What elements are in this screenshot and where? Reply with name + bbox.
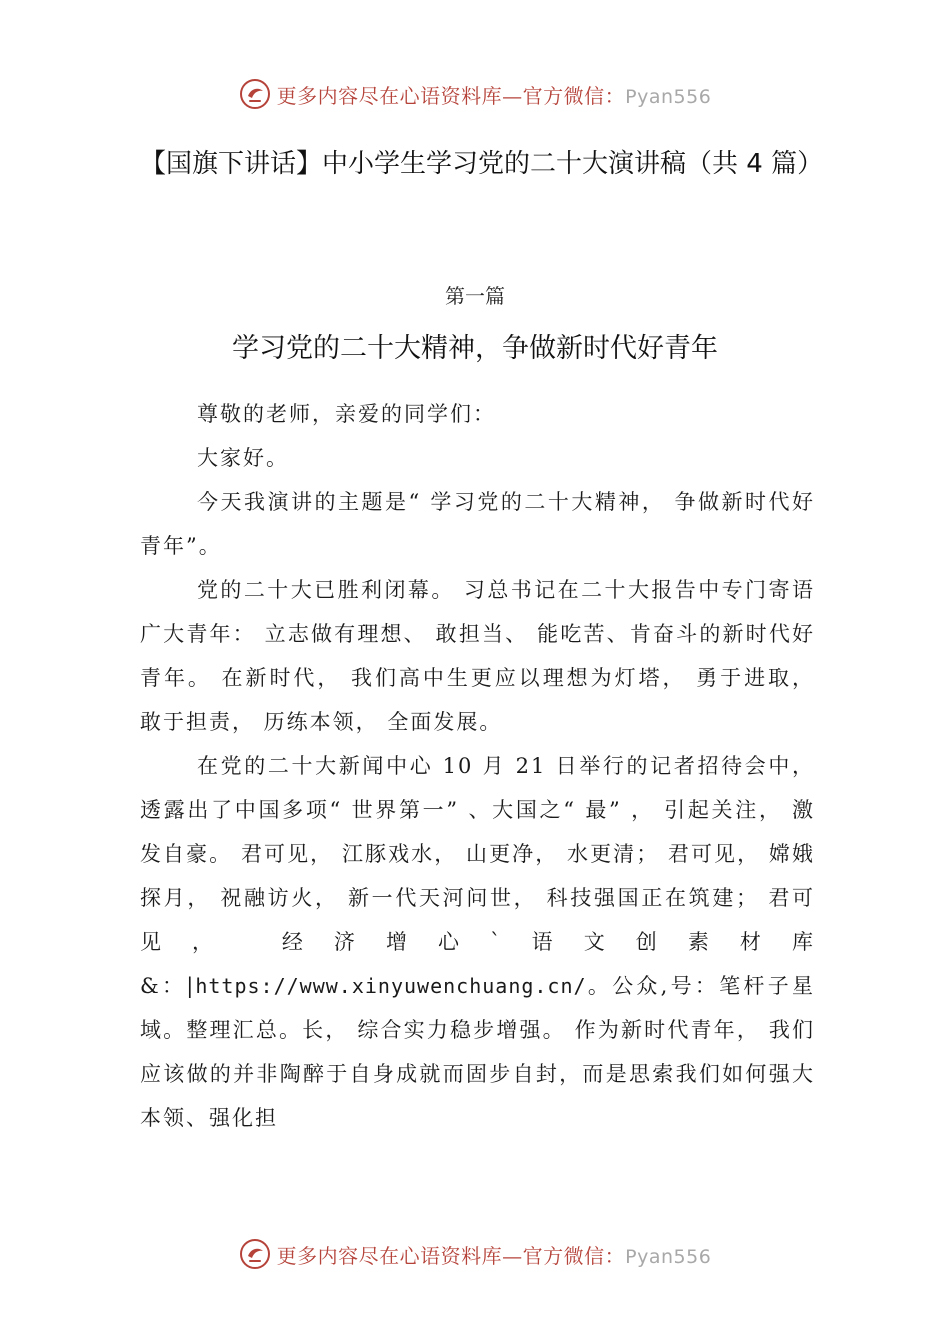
speech-body <box>140 392 815 1140</box>
paragraph-3-text-a: 在党的二十大新闻中心 10 月 21 日举行的记者招待会中， 透露出了中国多项“ 世界第一” 、大国之“ 最” ， 引起关注， 激发自豪。 君可见， 江豚戏水， 山更净， 水更清； 君可见， 嫦娥探月， 祝融访火， 新一代天河问世， 科技强国正在筑建； 君可见， 经济增心`语文创素材库&：| <box>140 754 815 998</box>
footer-watermark-banner <box>0 1234 950 1274</box>
watermark-account: Pyan556 <box>625 85 712 108</box>
source-url-link[interactable]: https://www.xinyuwenchuang.cn/ <box>195 974 587 998</box>
brand-logo-icon <box>239 78 271 110</box>
watermark-text: 更多内容尽在心语资料库—官方微信：Pyan556 <box>276 1243 712 1268</box>
watermark-text: 更多内容尽在心语资料库—官方微信：Pyan556 <box>276 83 712 108</box>
speech-title: 学习党的二十大精神，争做新时代好青年 <box>232 333 718 364</box>
watermark-account: Pyan556 <box>625 1245 712 1268</box>
paragraph-2: 党的二十大已胜利闭幕。 习总书记在二十大报告中专门寄语广大青年： 立志做有理想、 敢担当、 能吃苦、肯奋斗的新时代好青年。 在新时代， 我们高中生更应以理想为灯塔， 勇于进取， 敢于担责， 历练本领， 全面发展。 <box>140 578 815 734</box>
document-title: 【国旗下讲话】中小学生学习党的二十大演讲稿（共 4 篇） <box>140 149 824 179</box>
paragraph-3-text-b: 。公众,号：笔杆子星域。整理汇总。长， 综合实力稳步增强。 作为新时代青年， 我们应该做的并非陶醉于自身成就而固步自封，而是思索我们如何强大本领、强化担 <box>140 974 815 1130</box>
paragraph-3 <box>140 744 815 1140</box>
header-watermark-banner <box>0 74 950 114</box>
greeting: 尊敬的老师，亲爱的同学们： <box>197 402 496 426</box>
hello: 大家好。 <box>197 446 289 470</box>
part-label: 第一篇 <box>445 284 505 308</box>
brand-logo-icon <box>239 1238 271 1270</box>
paragraph-1: 今天我演讲的主题是“ 学习党的二十大精神， 争做新时代好青年”。 <box>140 490 815 558</box>
